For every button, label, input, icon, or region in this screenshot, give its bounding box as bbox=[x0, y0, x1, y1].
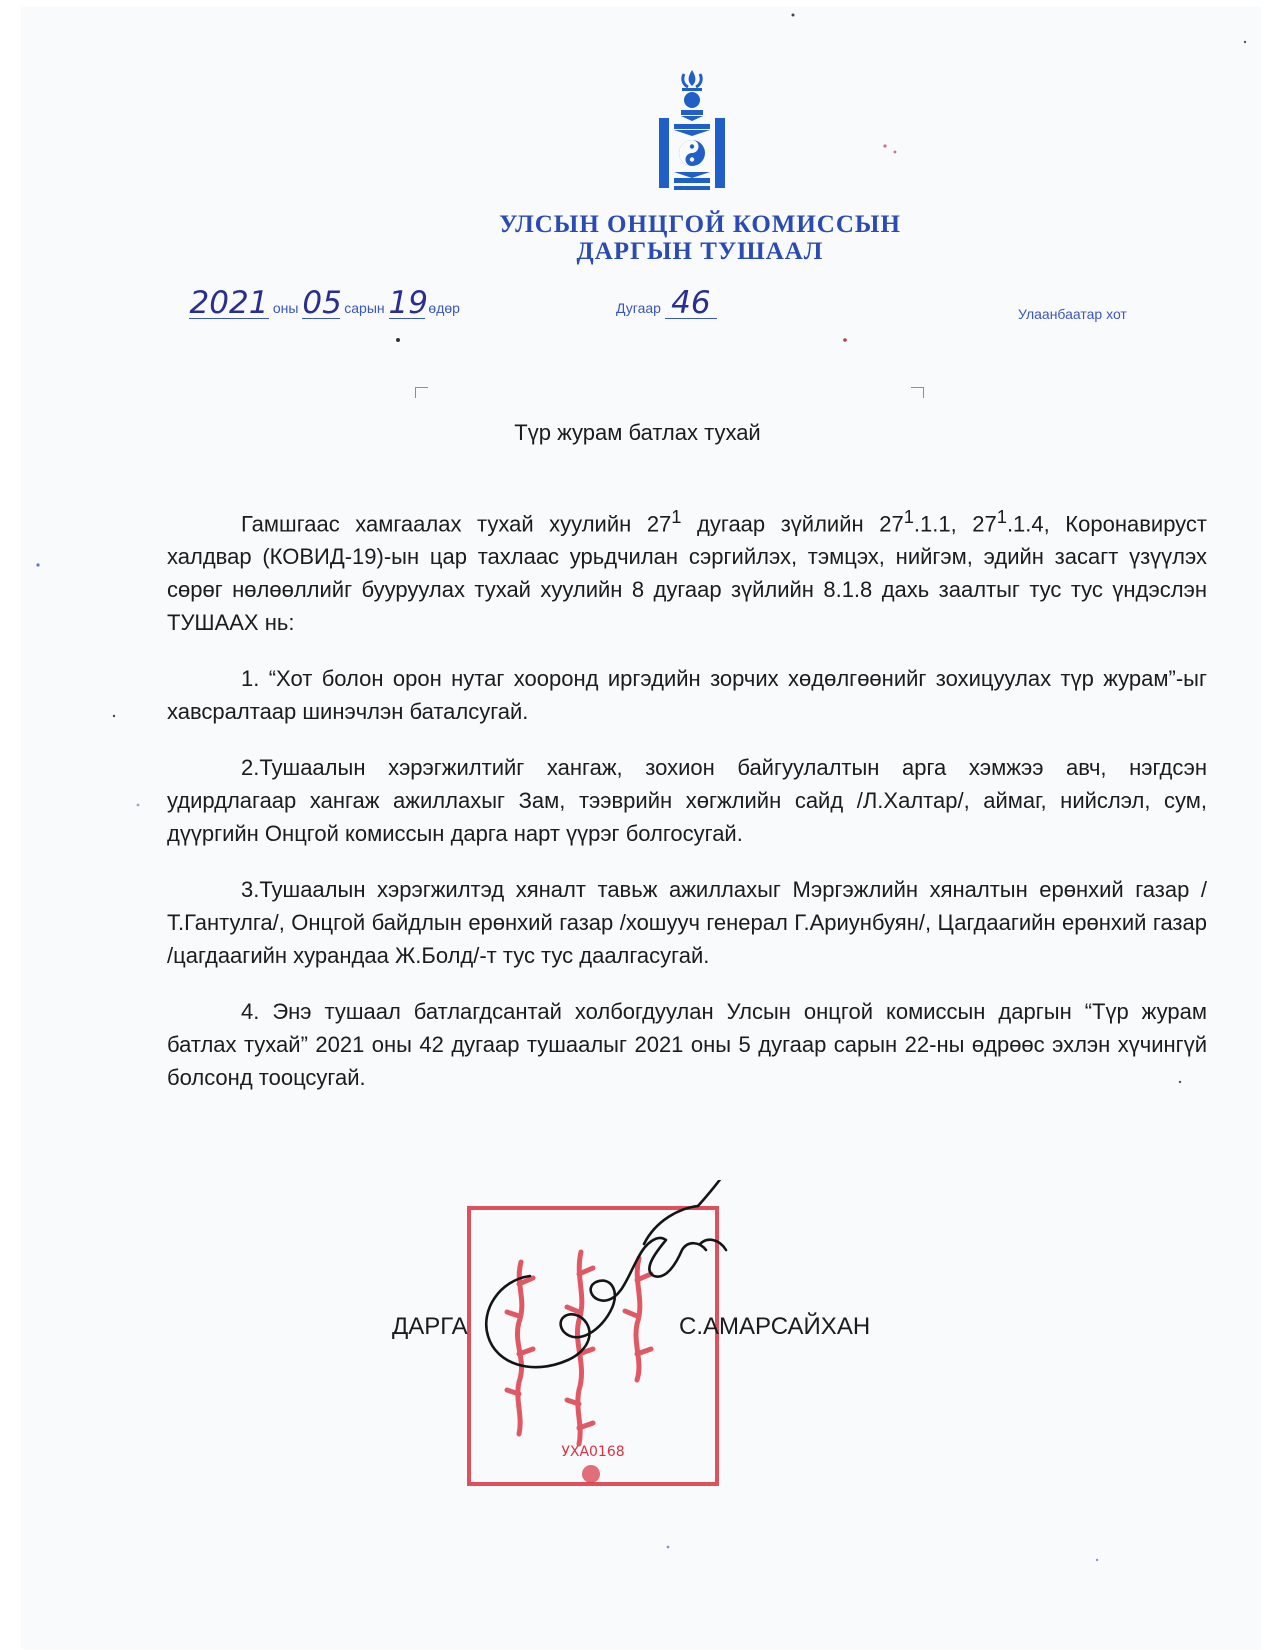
stamp-code: УХА0168 bbox=[561, 1444, 625, 1460]
org-title-line1: УЛСЫН ОНЦГОЙ КОМИССЫН bbox=[499, 211, 901, 238]
order-item-2: 2.Тушаалын хэрэгжилтийг хангаж, зохион байгуулалтын арга хэмжээ авч, нэгдсэн удирдлагаар хангаж ажиллахыг Зам, тээврийн хөгжлийн сайд /Л.Халтар/, аймаг, нийслэл, сум, дүүргийн Онцгой комиссын дарга нарт үүрэг болгосугай. bbox=[167, 755, 1207, 847]
order-item-4: 4. Энэ тушаал батлагдсантай холбогдуулан Улсын онцгой комиссын даргын “Түр журам батлах тухай” 2021 оны 42 дугаар тушаалыг 2021 оны 5 дугаар сарын 22-ны өдрөөс эхлэн хүчингүй болсонд тооцсугай. bbox=[167, 999, 1207, 1091]
order-item-3: 3.Тушаалын хэрэгжилтэд хяналт тавьж ажиллахыг Мэргэжлийн хяналтын ерөнхий газар /Т.Гантулга/, Онцгой байдлын ерөнхий газар /хошууч генерал Г.Ариунбуян/, Цагдаагийн ерөнхий газар /цагдаагийн хурандаа Ж.Болд/-т тус тус даалгасугай. bbox=[167, 877, 1207, 969]
order-number-value: 46 bbox=[665, 288, 717, 319]
document-title: Түр журам батлах тухай bbox=[514, 420, 761, 445]
date-month: 05 bbox=[302, 285, 342, 321]
date-day-suffix: өдөр bbox=[428, 300, 460, 316]
preamble-paragraph: Гамшгаас хамгаалах тухай хуулийн $27^1$ дугаар зүйлийн $27^1.1.1$, $27^1.1.4$, Коронавируст халдвар (КОВИД-19)-ын цар тахлаас урьдчилан сэргийлэх, тэмцэх, нийгэм, эдийн засагт үзүүлэх сөрөг нөлөөллийг бууруулах тухай хуулийн 8 дугаар зүйлийн 8.1.8 дахь заалтыг тус тус үндэслэн ТУШААХ нь: bbox=[167, 506, 1208, 636]
org-title-line2: ДАРГЫН ТУШААЛ bbox=[576, 238, 824, 265]
signatory-name: С.АМАРСАЙХАН bbox=[679, 1313, 871, 1340]
date-year-suffix: оны bbox=[272, 300, 299, 316]
date-month-suffix: сарын bbox=[344, 300, 385, 316]
order-number-label: Дугаар bbox=[616, 300, 661, 316]
city-label: Улаанбаатар хот bbox=[1018, 306, 1127, 322]
date-day: 19 bbox=[388, 285, 428, 321]
signatory-title: ДАРГА bbox=[392, 1313, 468, 1340]
date-year: 2021 bbox=[189, 285, 269, 321]
order-item-1: 1. “Хот болон орон нутаг хооронд иргэдийн зорчих хөдөлгөөнийг зохицуулах түр журам”-ыг хавсралтаар шинэчлэн баталсугай. bbox=[167, 666, 1207, 725]
